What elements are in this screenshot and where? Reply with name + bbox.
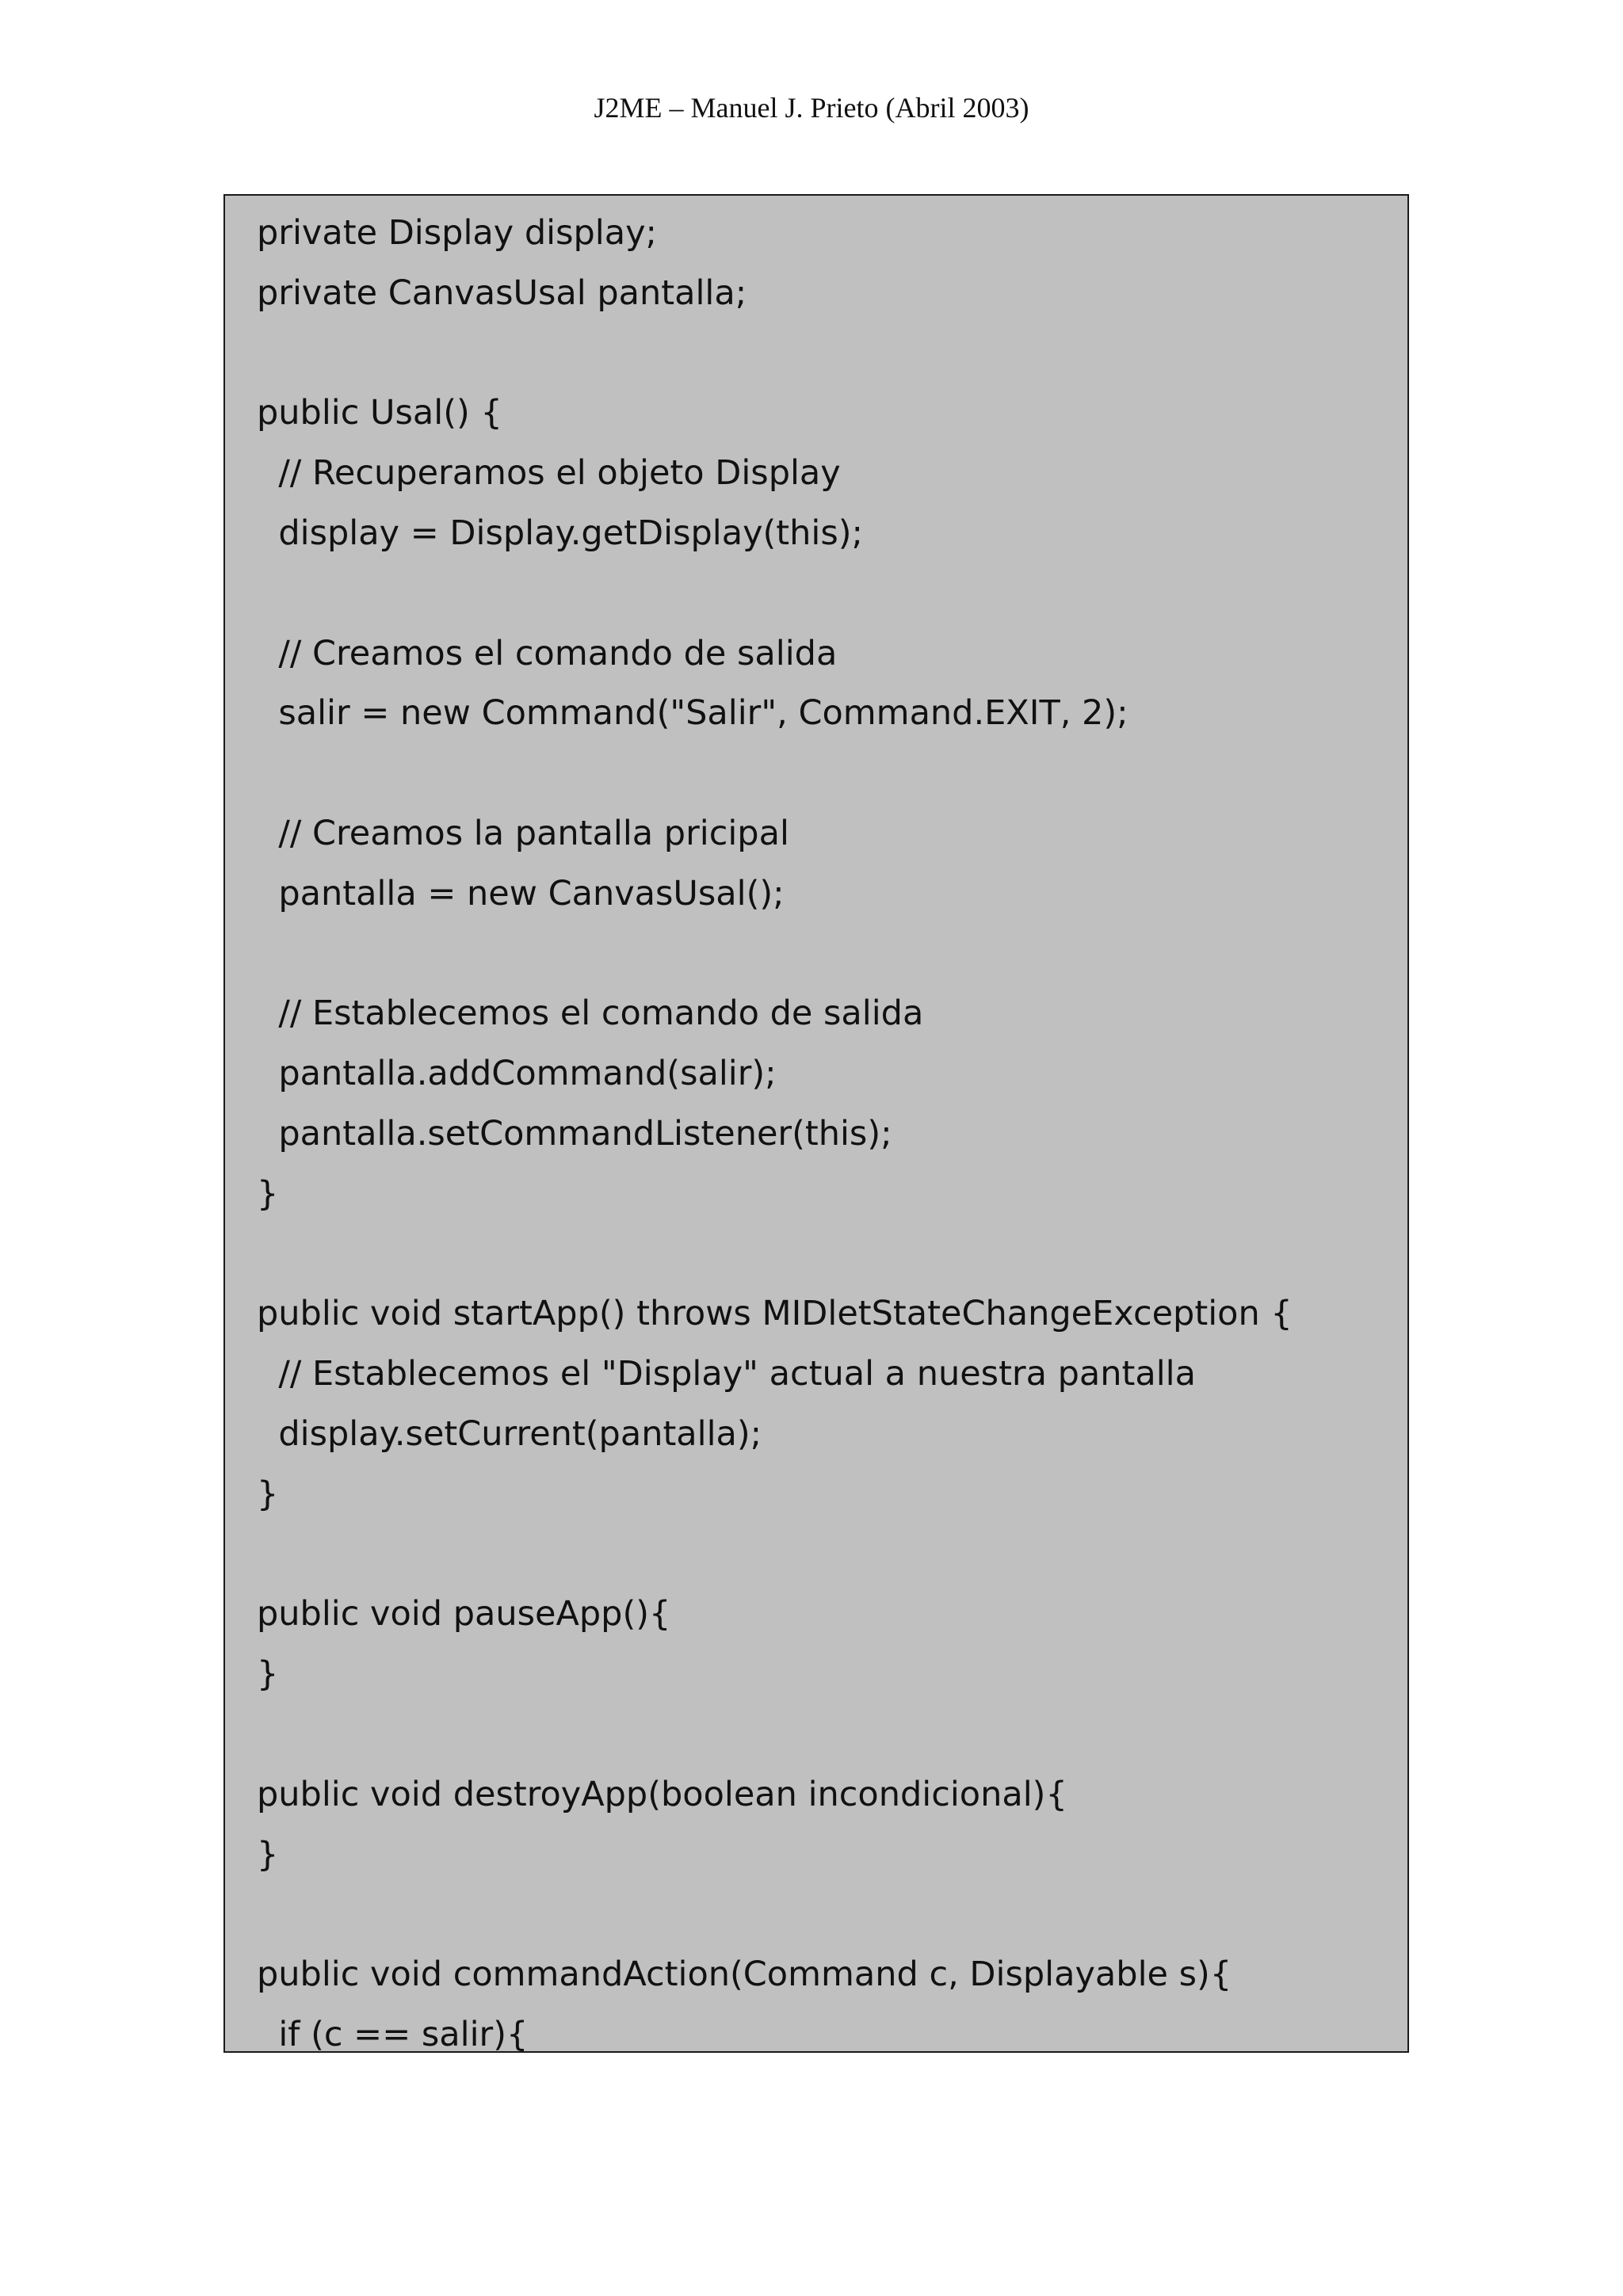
code-line: } [257, 1173, 279, 1214]
code-line: display.setCurrent(pantalla); [257, 1413, 762, 1454]
page-header: J2ME – Manuel J. Prieto (Abril 2003) [594, 92, 1029, 124]
code-line: } [257, 1474, 279, 1514]
code-line: } [257, 1654, 279, 1695]
code-line: public void startApp() throws MIDletStateChangeException { [257, 1294, 1293, 1334]
code-line: private Display display; [257, 213, 658, 253]
code-line [257, 925, 1407, 985]
code-line: pantalla.addCommand(salir); [257, 1054, 777, 1094]
code-line: public void destroyApp(boolean incondicional){ [257, 1774, 1067, 1814]
code-line: private CanvasUsal pantalla; [257, 273, 747, 313]
code-line [257, 324, 1407, 384]
code-listing-box [223, 194, 1409, 2053]
code-line: display = Display.getDisplay(this); [257, 513, 864, 553]
code-line: // Establecemos el comando de salida [257, 994, 924, 1034]
code-lines [257, 204, 1407, 2053]
code-line [257, 564, 1407, 624]
code-line: // Creamos el comando de salida [257, 633, 838, 673]
code-line: // Recuperamos el objeto Display [257, 453, 841, 494]
code-line: // Establecemos el "Display" actual a nuestra pantalla [257, 1354, 1196, 1394]
code-line: public Usal() { [257, 393, 502, 433]
code-line [257, 1525, 1407, 1585]
code-line [257, 1225, 1407, 1285]
code-line: public void pauseApp(){ [257, 1594, 671, 1634]
code-line [257, 744, 1407, 804]
code-line: pantalla.setCommandListener(this); [257, 1113, 892, 1154]
code-line: pantalla = new CanvasUsal(); [257, 873, 785, 913]
code-line: salir = new Command("Salir", Command.EXIT, 2); [257, 693, 1128, 734]
code-line: // Creamos la pantalla pricipal [257, 813, 789, 853]
code-line [257, 1885, 1407, 1945]
code-line [257, 1705, 1407, 1765]
code-line: public void commandAction(Command c, Displayable s){ [257, 1955, 1232, 1995]
code-line: if (c == salir){ [257, 2014, 529, 2053]
code-line: } [257, 1834, 279, 1875]
